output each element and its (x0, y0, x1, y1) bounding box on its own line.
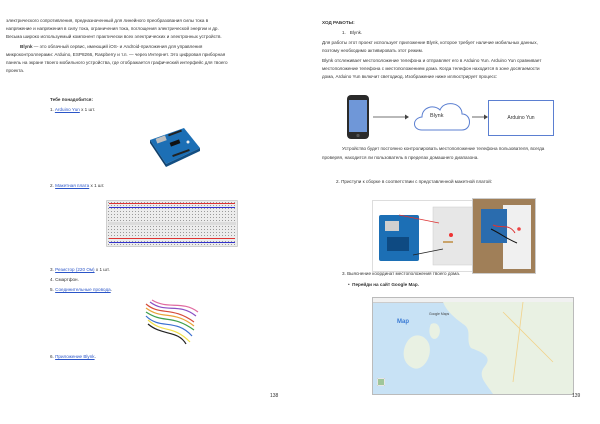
item-3: 3. Резистор (220 Ом) x 1 шт. (50, 267, 110, 272)
item-2: 2. Макетная плата x 1 шт. (50, 183, 105, 188)
intro-line-1: электрического сопротивления, предназначенный для линейного преобразования силы тока в (6, 18, 209, 23)
assembly-photo (472, 198, 536, 274)
cloud-label: Blynk (430, 113, 444, 119)
arrow-right-icon (372, 114, 410, 120)
arduino-yun-box: Arduino Yun (488, 100, 554, 136)
needed-heading: Тебе понадобится: (50, 97, 93, 102)
blynk-para-5: дома, Arduino Yun включит светодиод. Изображение ниже иллюстрирует процесс: (322, 74, 498, 79)
blynk-line-2: микроконтроллерами: Arduino, ESP8266, Raspberry и т.п. — через Интернет. Это цифровая приборная (6, 52, 226, 57)
wires-link[interactable]: Соединительные провода (55, 287, 111, 292)
blynk-para-3: Blynk отслеживает местоположение телефона и отправляет его в Arduino Yun. Arduino Yun сравнивает (322, 58, 542, 63)
map-caption: Google Maps (429, 312, 450, 316)
resistor-link[interactable]: Резистор (220 Ом) (55, 267, 95, 272)
blynk-def: — это облачный сервис, имеющий iOS- и Android-приложения для управления (33, 44, 203, 49)
blynk-app-link[interactable]: Приложение Blynk (55, 354, 95, 359)
google-map-screenshot[interactable] (372, 297, 574, 395)
blynk-para-4: местоположение телефона с местоположением дома. Когда телефон находится в зоне досягаемости (322, 66, 540, 71)
arduino-yun-link[interactable]: Arduino Yun (54, 107, 80, 112)
map-label: Map (397, 319, 409, 325)
breadboard-link[interactable]: Макетная плата (55, 183, 90, 188)
blynk-line-4: проекта. (6, 68, 25, 73)
item-1: 1. Arduino Yun x 1 шт. (50, 107, 96, 112)
arrow-right-icon-2 (472, 114, 488, 120)
item-4: 4. Смартфон. (50, 277, 79, 282)
blynk-para-2: поэтому необходимо активировать этот режим. (322, 48, 424, 53)
blynk-term: Blynk (20, 44, 33, 49)
page-number-left: 138 (270, 393, 279, 399)
work-heading: ХОД РАБОТЫ: (322, 20, 355, 25)
page-number-right: 139 (572, 393, 581, 399)
intro-line-2: напряжение и напряжения в силу тока, ограничения тока, поглощения электрической энергии и др. (6, 26, 219, 31)
map-land (373, 302, 573, 394)
control-para-2: проверяя, находится ли пользователь в пределах домашнего диапазона. (322, 155, 479, 160)
bullet-icon: • (348, 282, 350, 287)
intro-line-3: Весьма широко используемый компонент практически всех электрических и электронных устройств. (6, 34, 222, 39)
blynk-para-1: Для работы этот проект использует приложение Blynk, которое требует наличие мобильных данных, (322, 40, 538, 45)
blynk-line-3: панель на экране твоего мобильного устройства, где отображается графический интерфейс для твоего (6, 60, 228, 65)
bullet-item: • Перейди на сайт Google Map. (348, 282, 419, 287)
wiring-diagram-image (372, 200, 478, 272)
item-6: 6. Приложение Blynk. (50, 354, 96, 359)
step-3: 3. Выяснение координат местоположения твоего дома. (342, 271, 461, 276)
map-thumbnail-icon[interactable] (377, 378, 385, 386)
step-1: 1. Blynk. (342, 30, 363, 35)
phone-icon (346, 94, 370, 140)
step-2: 2. Приступи к сборке в соответствии с представленной макетной платой: (336, 179, 493, 184)
control-para-1: Устройство будет постоянно контролировать местоположение телефона пользователя, всегда (342, 146, 545, 151)
item-5: 5. Соединительные провода. (50, 287, 112, 292)
